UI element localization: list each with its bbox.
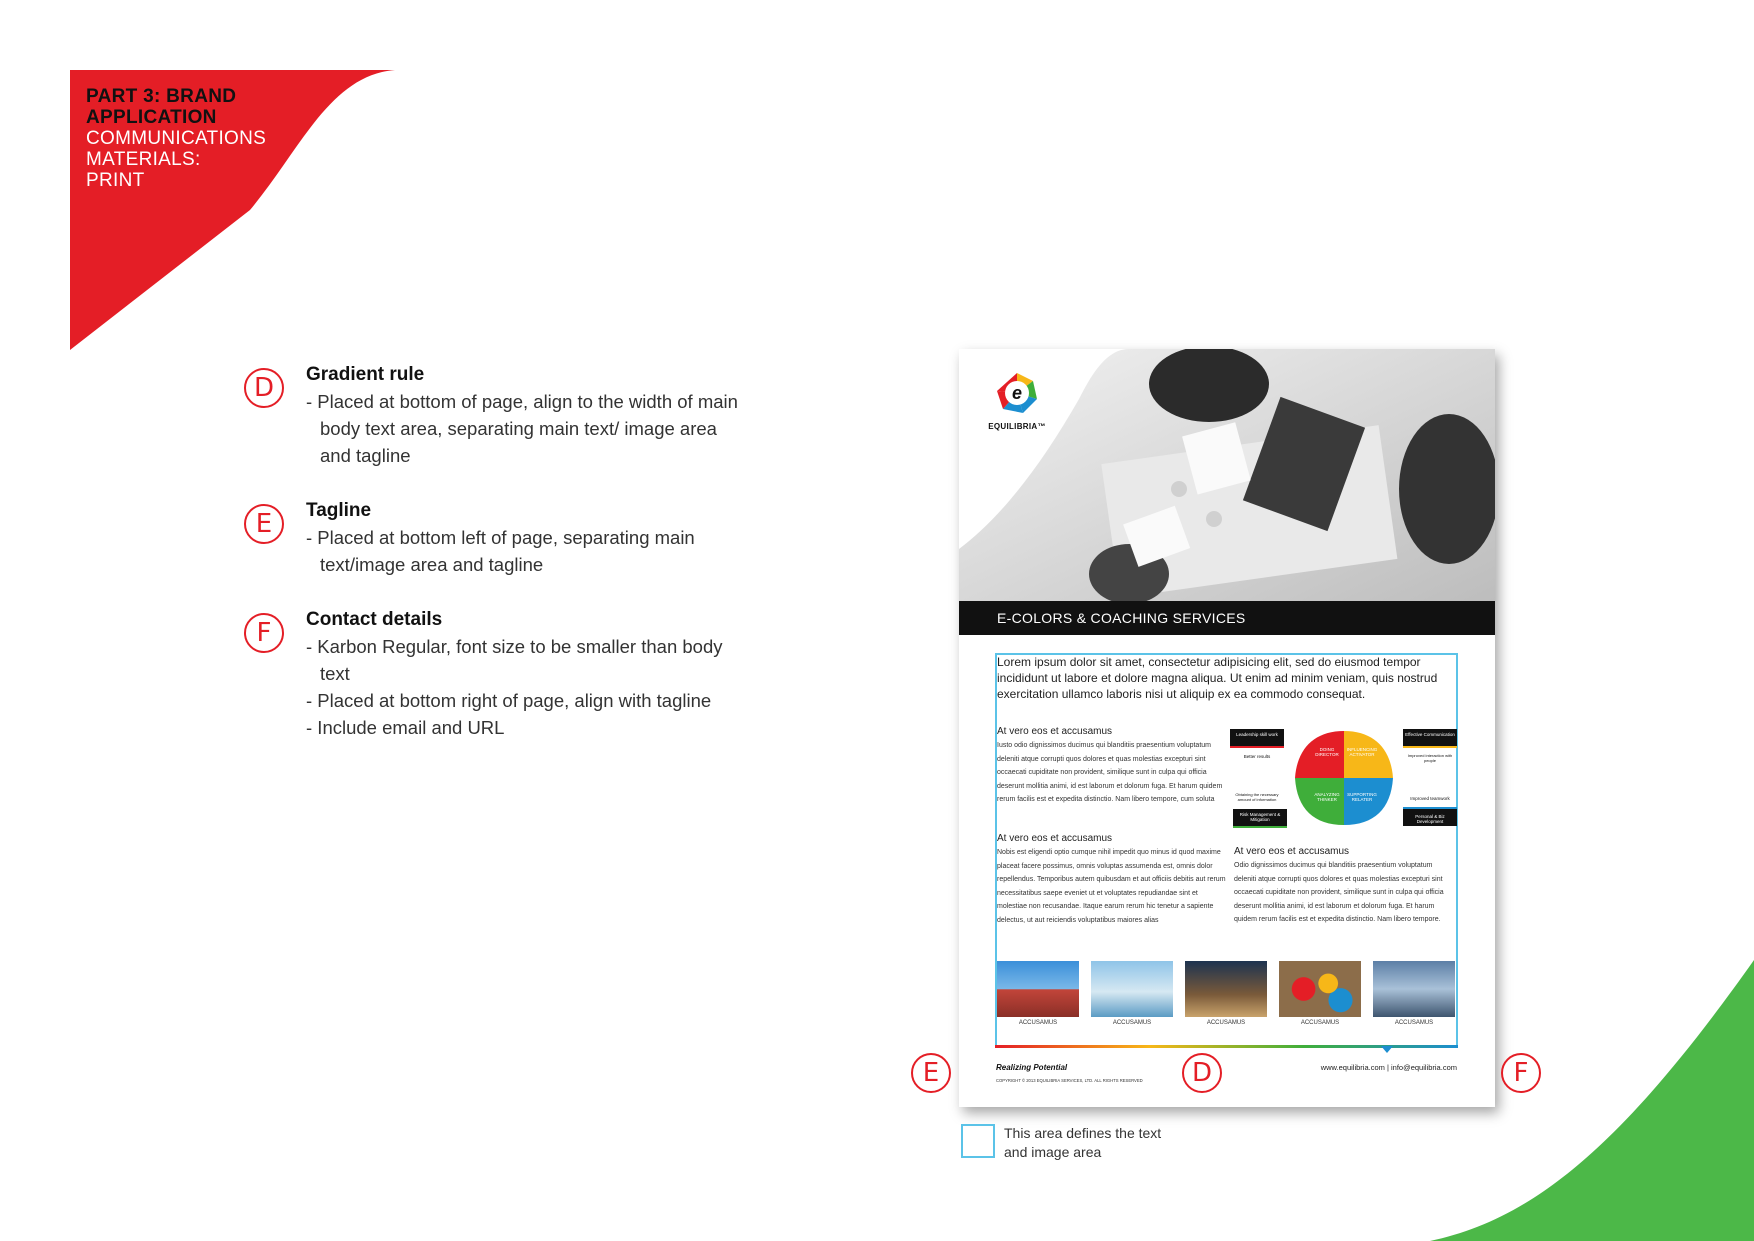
guideline-list xyxy=(244,633,744,741)
diagram-label: Leadership skill work xyxy=(1236,732,1278,737)
section-line-2: MATERIALS: xyxy=(86,149,201,170)
thumbnail-caption: ACCUSAMUS xyxy=(1300,1020,1340,1026)
guideline-title: Gradient rule xyxy=(306,364,425,385)
thumbnail-caption: ACCUSAMUS xyxy=(1394,1020,1434,1026)
guideline-item: - Placed at bottom right of page, align with tagline xyxy=(306,690,712,711)
diagram-label: Improved teamwork xyxy=(1410,796,1450,801)
part-label: PART 3: BRAND xyxy=(86,86,237,107)
column-heading: At vero eos et accusamus xyxy=(997,726,1113,737)
diagram-label: Personal & Biz Development xyxy=(1415,814,1445,824)
column-text: Iusto odio dignissimos ducimus qui blanditiis praesentium voluptatum deleniti atque corrupti quos dolores et quas molestias excepturi sint occaecati cupiditate non provident, similique sunt in culpa qui officia deserunt mollitia animi, id est laborum et dolorum fuga. Et harum quidem rerum facilis est et expedita distinctio. Nam libero tempore, cum soluta xyxy=(997,742,1223,804)
section-line-1: COMMUNICATIONS xyxy=(86,128,267,149)
column-heading: At vero eos et accusamus xyxy=(997,833,1113,844)
thumbnail-caption: ACCUSAMUS xyxy=(1206,1020,1246,1026)
guideline-list xyxy=(244,388,744,469)
quadrant-label: INFLUENCING ACTIVATOR xyxy=(1346,747,1378,757)
rule-pointer-icon xyxy=(1381,1046,1393,1054)
section-line-3: PRINT xyxy=(86,170,145,191)
quadrant-label: SUPPORTING RELATER xyxy=(1347,792,1377,802)
diagram-label: Effective Communication xyxy=(1405,732,1455,737)
diagram-label: Improved interaction with people xyxy=(1407,753,1453,763)
thumbnail-caption: ACCUSAMUS xyxy=(1112,1020,1152,1026)
flyer-banner: E-COLORS & COACHING SERVICES xyxy=(959,601,1495,635)
guideline-list xyxy=(244,524,744,578)
diagram-label: Obtaining the necessary amount of information xyxy=(1235,792,1279,802)
flyer-tagline: Realizing Potential xyxy=(996,1063,1068,1072)
thumbnail-hands xyxy=(1185,961,1267,1017)
equilibria-logo xyxy=(987,371,1047,431)
guideline-item: - Karbon Regular, font size to be smaller than body text xyxy=(306,636,723,684)
guideline-gradient-rule xyxy=(244,364,744,469)
quadrant-label: ANALYZING THINKER xyxy=(1314,792,1340,802)
thumbnail-helmets xyxy=(1279,961,1361,1017)
guideline-title: Tagline xyxy=(306,500,372,521)
guideline-title: Contact details xyxy=(306,609,443,630)
guideline-tagline xyxy=(244,500,744,578)
marker-d: D xyxy=(244,368,284,408)
flyer-preview xyxy=(959,349,1495,1107)
area-legend-text: This area defines the text and image area xyxy=(1004,1125,1162,1160)
logo-text: EQUILIBRIA™ xyxy=(988,422,1046,431)
flyer-copyright: COPYRIGHT © 2013 EQUILIBRIA SERVICES, LTD. ALL RIGHTS RESERVED xyxy=(996,1078,1143,1083)
marker-e-callout: E xyxy=(911,1053,951,1093)
part-label-2: APPLICATION xyxy=(86,107,217,128)
diagram-label: Better results xyxy=(1243,754,1271,759)
column-heading: At vero eos et accusamus xyxy=(1234,846,1350,857)
thumbnail-runner xyxy=(997,961,1079,1017)
flyer-contact: www.equilibria.com | info@equilibria.com xyxy=(1320,1063,1457,1072)
marker-e: E xyxy=(244,504,284,544)
thumbnail-caption: ACCUSAMUS xyxy=(1018,1020,1058,1026)
marker-f: F xyxy=(244,613,284,653)
thumbnail-classroom xyxy=(1091,961,1173,1017)
guideline-item: - Placed at bottom of page, align to the width of main body text area, separating main text/ image area and tagline xyxy=(306,391,738,466)
logo-letter: e xyxy=(1011,383,1022,403)
thumbnail-industrial xyxy=(1373,961,1455,1017)
column-text: Odio dignissimos ducimus qui blanditiis praesentium voluptatum deleniti atque corrupti quos dolores et quas molestias excepturi sint occaecati cupiditate non provident, similique sunt in culpa qui officia deserunt mollitia animi, id est laborum et dolorum fuga. Et harum quidem rerum facilis est et expedita distinctio. Nam libero tempore. xyxy=(1234,862,1444,924)
column-text: Nobis est eligendi optio cumque nihil impedit quo minus id quod maxime placeat facere possimus, omnis voluptas assumenda est, omnis dolor repellendus. Temporibus autem quibusdam et aut officiis debitis aut rerum necessitatibus saepe eveniet ut et voluptates repudiandae sint et molestiae non recusandae. Itaque earum rerum hic tenetur a sapiente delectus, ut aut reiciendis voluptatibus maiores alias xyxy=(997,849,1226,924)
quadrant-label: DOING DIRECTOR xyxy=(1315,747,1339,757)
guideline-item: - Placed at bottom left of page, separating main text/image area and tagline xyxy=(306,527,695,575)
guideline-contact-details xyxy=(244,609,744,741)
section-label xyxy=(86,86,326,191)
flyer-intro: Lorem ipsum dolor sit amet, consectetur adipisicing elit, sed do eiusmod tempor incididunt ut labore et dolore magna aliqua. Ut enim ad minim veniam, quis nostrud exercitation ullamco laboris nisi ut aliquip ex ea commodo consequat. xyxy=(997,655,1438,701)
marker-f-callout: F xyxy=(1501,1053,1541,1093)
area-legend-swatch xyxy=(961,1124,995,1158)
guideline-item: - Include email and URL xyxy=(306,717,505,738)
marker-d-callout: D xyxy=(1182,1053,1222,1093)
diagram-label: Risk Management & Mitigation xyxy=(1239,812,1281,822)
